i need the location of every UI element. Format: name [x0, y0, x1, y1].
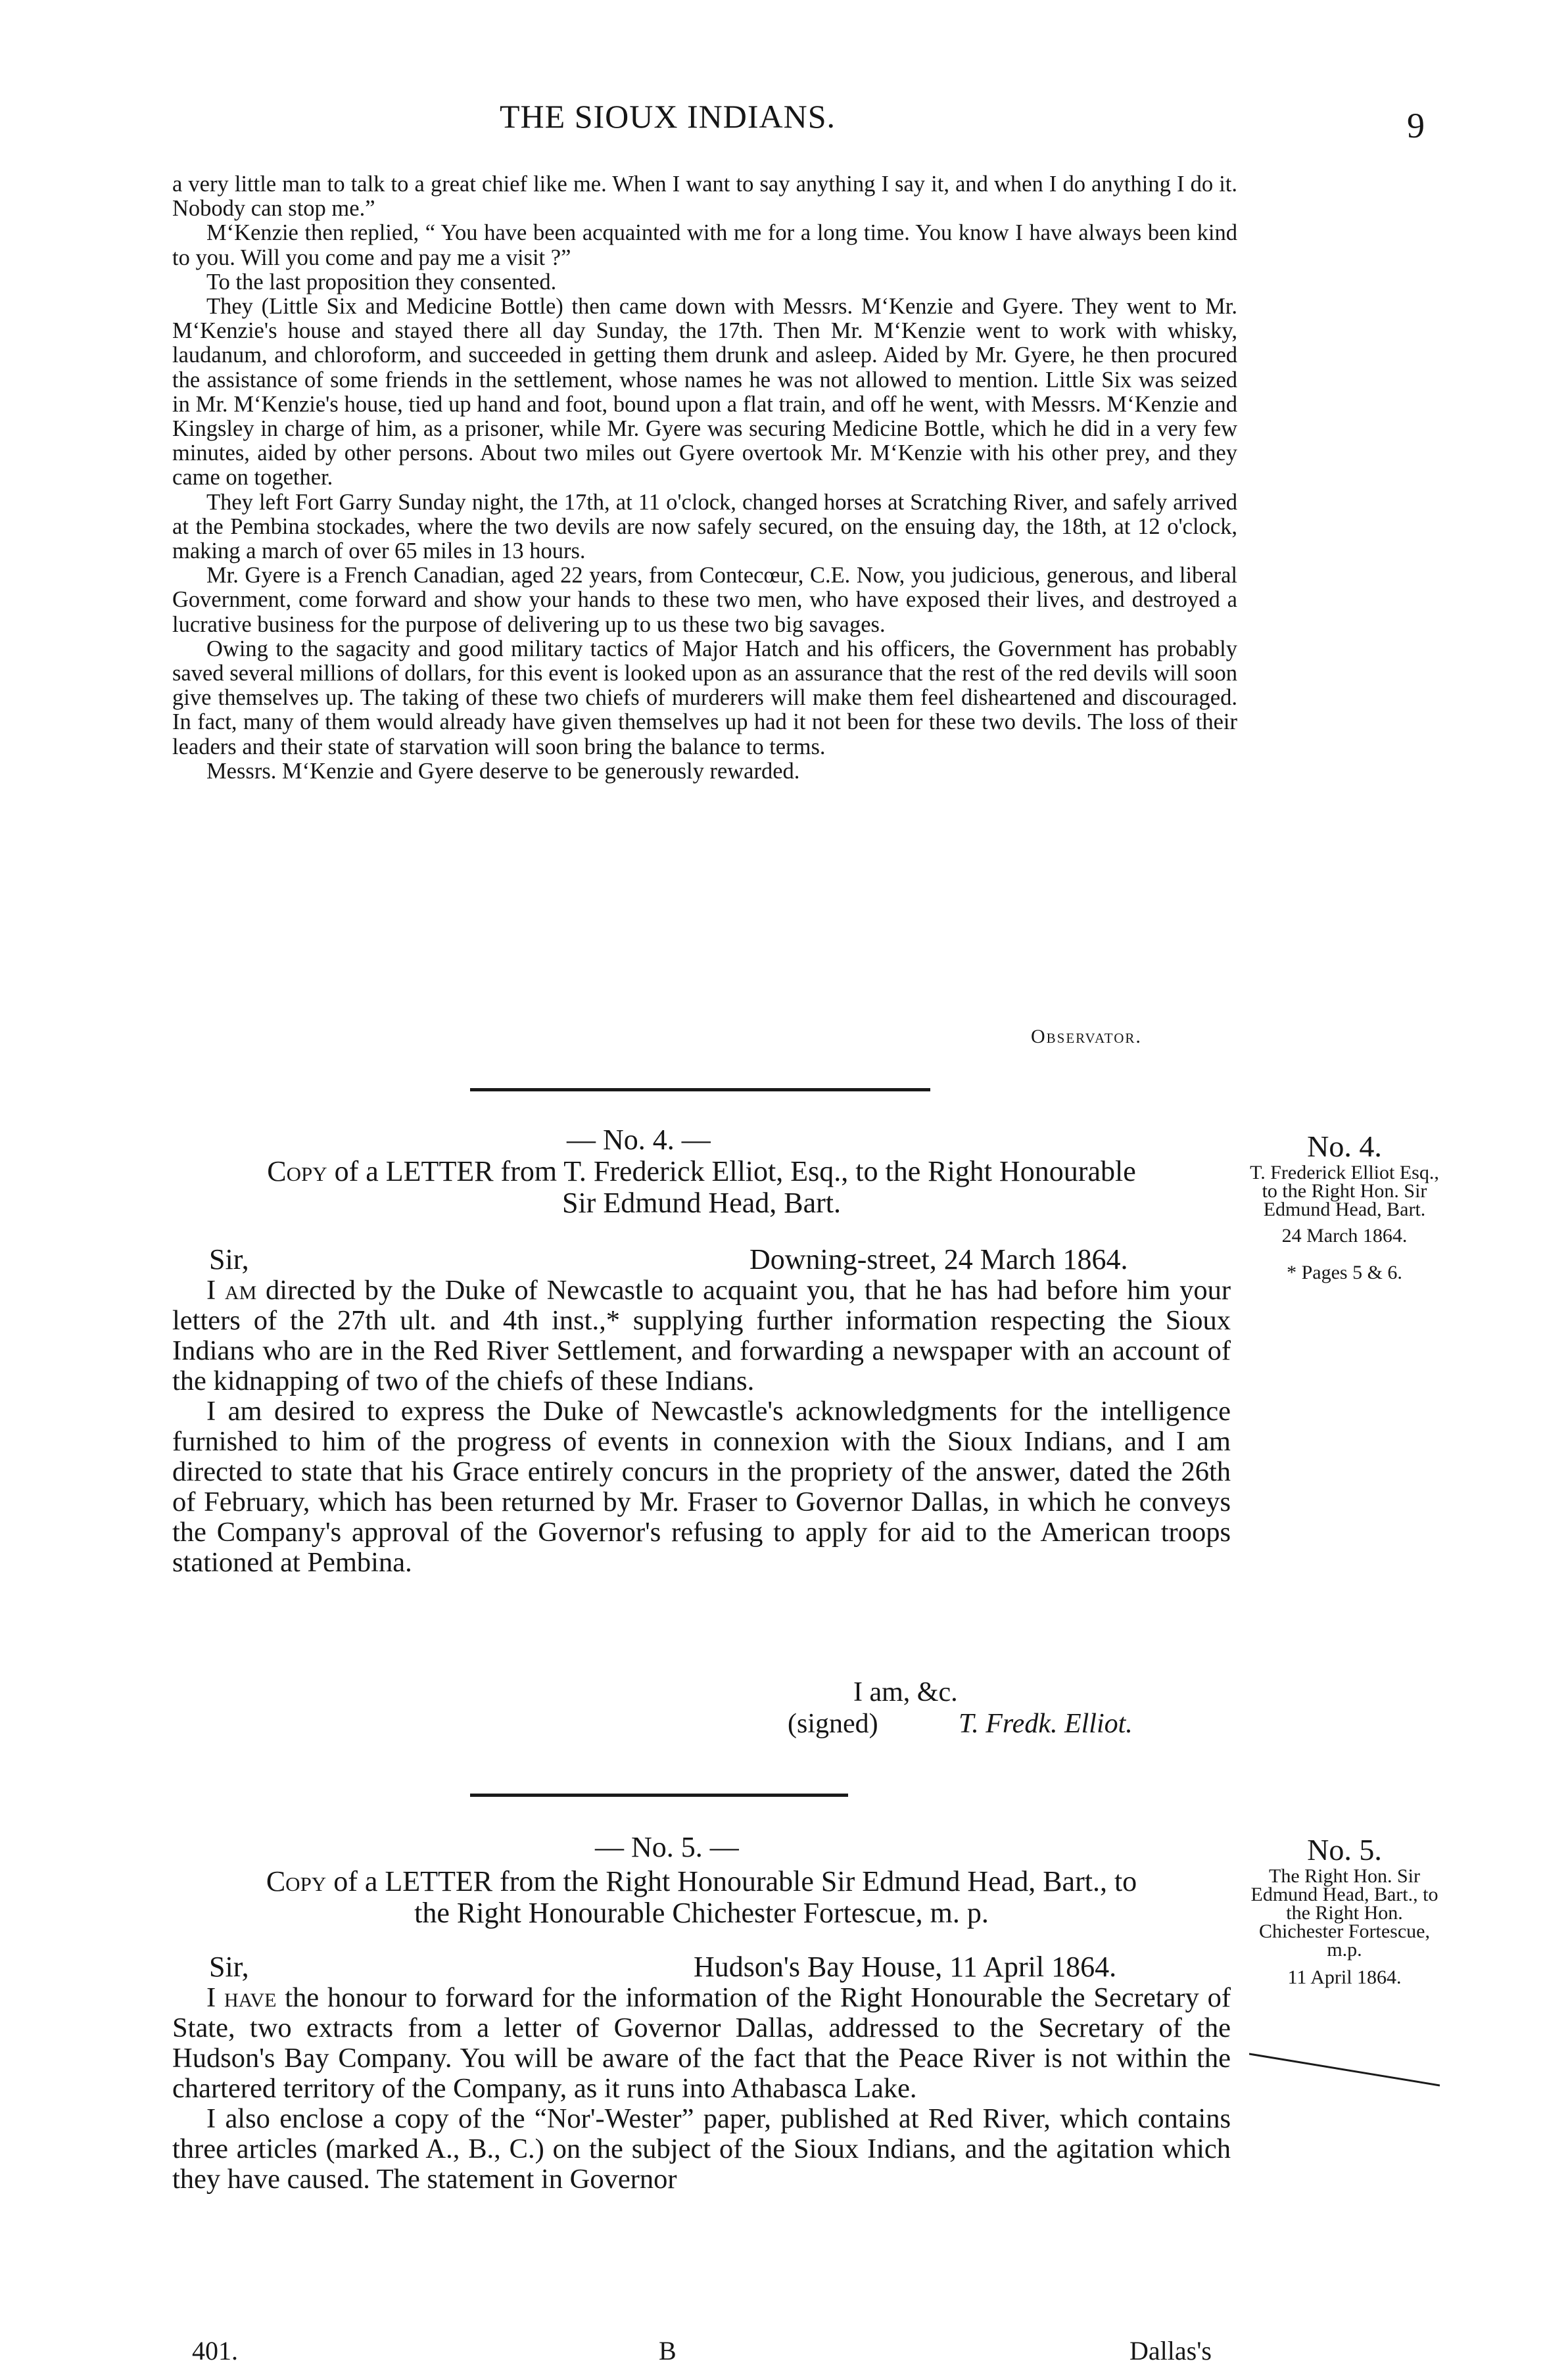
copy-word: Copy: [267, 1155, 327, 1187]
letter4-body: [172, 1275, 1231, 1578]
letter4-title-line2: Sir Edmund Head, Bart.: [561, 1187, 842, 1219]
letter5-margin-names: The Right Hon. Sir Edmund Head, Bart., to the Right Hon. Chichester Fortescue, m.p.: [1250, 1865, 1438, 1961]
signature-mark: B: [659, 2336, 677, 2366]
letter5-paragraph-2: I also enclose a copy of the “Nor'-Wester” paper, published at Red River, which contains three articles (marked A., B., C.) on the subject of the Sioux Indians, and the agitation which they have caused. The statement in Governor: [172, 2103, 1231, 2195]
letter4-closing: I am, &c.: [853, 1677, 958, 1707]
letter4-margin-date: 24 March 1864.: [1281, 1225, 1408, 1247]
sheet-number: 401.: [192, 2336, 238, 2366]
letter4-paragraph-2: I am desired to express the Duke of Newcastle's acknowledgments for the intelligence furnished to him of the progress of events in connexion with the Sioux Indians, and I am directed to state that his Grace entirely concurs in the propriety of the answer, dated the 26th of February, which has been returned by Mr. Fraser to Governor Dallas, in which he conveys the Company's approval of the Governor's refusing to apply for aid to the American troops stationed at Pembina.: [172, 1396, 1231, 1578]
letter4-margin-number: No. 4.: [1307, 1130, 1382, 1163]
letter4-margin-note: [1243, 1130, 1446, 1282]
article-paragraph: a very little man to talk to a great chief like me. When I want to say anything I say it, and when I do anything I do it. Nobody can stop me.”: [172, 172, 1237, 222]
letter5-number-heading: — No. 5. —: [595, 1831, 739, 1863]
section-divider: [470, 1088, 930, 1091]
copy-word: Copy: [266, 1865, 327, 1897]
running-title: THE SIOUX INDIANS.: [500, 98, 836, 135]
letter4-title: [172, 1156, 1231, 1219]
letter4-address-date: Downing-street, 24 March 1864.: [749, 1243, 1128, 1275]
letter4-signer: T. Fredk. Elliot.: [959, 1709, 1133, 1739]
letter5-title: [172, 1866, 1231, 1929]
letter4-title-line1: of a LETTER from T. Frederick Elliot, Esq., to the Right Honourable: [334, 1155, 1136, 1187]
letter4-salutation: Sir,: [209, 1243, 249, 1275]
letter4-margin-names: T. Frederick Elliot Esq., to the Right Hon. Sir Edmund Head, Bart.: [1250, 1162, 1439, 1220]
catchword: Dallas's: [1129, 2336, 1212, 2366]
article-paragraph: Mr. Gyere is a French Canadian, aged 22 years, from Contecœur, C.E. Now, you judicious, generous, and liberal Government, come forward and show your hands to these two men, who have exposed their lives, and destroyed a lucrative business for the purpose of delivering up to us these two big savages.: [172, 563, 1237, 637]
article-paragraph: M‘Kenzie then replied, “ You have been acquainted with me for a long time. You know I have always been kind to you. Will you come and pay me a visit ?”: [172, 220, 1237, 270]
letter4-signed: (signed): [788, 1709, 878, 1739]
letter5-address-date: Hudson's Bay House, 11 April 1864.: [694, 1951, 1117, 1983]
letter5-paragraph-1: [172, 1983, 1231, 2104]
article-paragraph: They (Little Six and Medicine Bottle) then came down with Messrs. M‘Kenzie and Gyere. They went to Mr. M‘Kenzie's house and stayed there all day Sunday, the 17th. Then Mr. M‘Kenzie went to work with whisky, laudanum, and chloroform, and succeeded in getting them drunk and asleep. Aided by Mr. Gyere, he then procured the assistance of some friends in the settlement, whose names he was not allowed to mention. Little Six was seized in Mr. M‘Kenzie's house, tied up hand and foot, bound upon a flat train, and off he went, with Messrs. M‘Kenzie and Kingsley in charge of him, as a prisoner, while Mr. Gyere was securing Medicine Bottle, which he did in a very few minutes, aided by other persons. About two miles out Gyere overtook Mr. M‘Kenzie with his other prey, and they came on together.: [172, 294, 1237, 490]
letter4-opening-word: I am: [206, 1275, 257, 1306]
top-article: [172, 172, 1237, 784]
article-paragraph: To the last proposition they consented.: [206, 269, 557, 295]
letter5-body: [172, 1983, 1231, 2195]
letter4-margin-footnote: * Pages 5 & 6.: [1287, 1262, 1402, 1283]
article-signature: Observator.: [1031, 1026, 1142, 1047]
letter5-opening-word: I have: [206, 1982, 277, 2013]
letter4-number-heading: — No. 4. —: [567, 1124, 711, 1156]
letter5-margin-note: [1243, 1833, 1446, 1987]
letter4-paragraph-1-text: directed by the Duke of Newcastle to acquaint you, that he has had before him your letters of the 27th ult. and 4th inst.,* supplying further information respecting the Sioux Indians who are in the Red River Settlement, and forwarding a newspaper with an account of the kidnapping of two of the chiefs of these Indians.: [172, 1275, 1231, 1396]
letter5-margin-number: No. 5.: [1307, 1833, 1382, 1867]
letter5-title-line1: of a LETTER from the Right Honourable Sir Edmund Head, Bart., to: [333, 1865, 1137, 1897]
letter5-salutation: Sir,: [209, 1951, 249, 1983]
section-divider: [470, 1794, 848, 1797]
letter5-margin-date: 11 April 1864.: [1287, 1966, 1402, 1988]
article-paragraph: Messrs. M‘Kenzie and Gyere deserve to be generously rewarded.: [206, 758, 800, 784]
article-paragraph: Owing to the sagacity and good military tactics of Major Hatch and his officers, the Government has probably saved several millions of dollars, for this event is looked upon as an assurance that the rest of the red devils will soon give themselves up. The taking of these two chiefs of murderers will make them feel disheartened and discouraged. In fact, many of them would already have given themselves up had it not been for these two devils. The loss of their leaders and their state of starvation will soon bring the balance to terms.: [172, 636, 1237, 759]
margin-rule-slant: [1249, 2050, 1440, 2089]
letter4-paragraph-1: [172, 1275, 1231, 1396]
article-paragraph: They left Fort Garry Sunday night, the 17th, at 11 o'clock, changed horses at Scratching River, and safely arrived at the Pembina stockades, where the two devils are now safely secured, on the ensuing day, the 18th, at 12 o'clock, making a march of over 65 miles in 13 hours.: [172, 489, 1237, 564]
letter5-paragraph-1-text: the honour to forward for the information of the Right Honourable the Secretary of State, two extracts from a letter of Governor Dallas, addressed to the Secretary of the Hudson's Bay Company. You will be aware of the fact that the Peace River is not within the chartered territory of the Company, as it runs into Athabasca Lake.: [172, 1982, 1231, 2104]
letter5-title-line2: the Right Honourable Chichester Fortescue, m. p.: [414, 1897, 989, 1929]
page-number: 9: [1407, 106, 1425, 145]
